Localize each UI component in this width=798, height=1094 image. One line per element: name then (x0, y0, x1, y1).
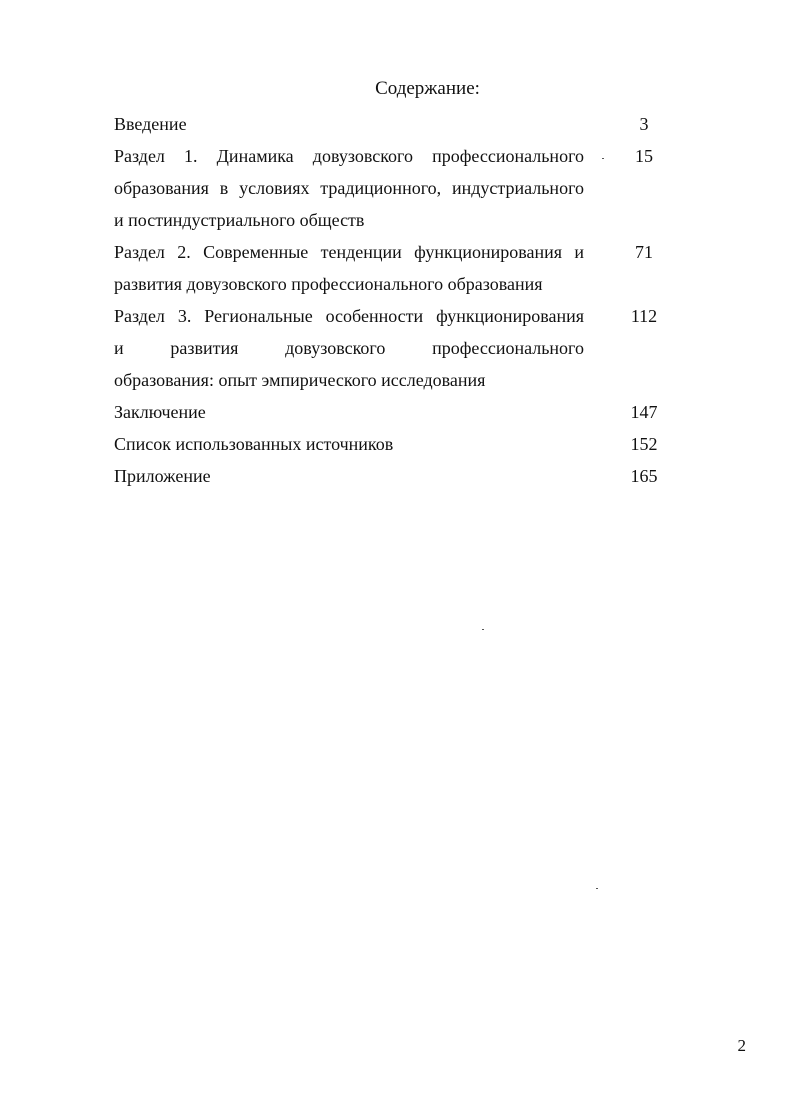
toc-entry-line: Заключение (114, 402, 206, 422)
toc-entry-text (114, 396, 584, 428)
toc-entry-page: 3 (639, 114, 649, 134)
toc-entry-text (114, 236, 584, 300)
toc-entry-page: 152 (630, 434, 658, 454)
scan-speck (482, 629, 484, 630)
table-of-contents (114, 108, 684, 492)
toc-entry-text (114, 460, 584, 492)
toc-title: Содержание: (375, 78, 480, 99)
toc-entry-line: и постиндустриального обществ (114, 210, 365, 230)
toc-entry-text (114, 140, 584, 236)
toc-entry-line: и развития довузовского профессионального (114, 338, 584, 358)
toc-entry-section-1 (114, 140, 684, 236)
page-number: 2 (737, 1036, 746, 1055)
toc-entry-page: 165 (630, 466, 658, 486)
toc-entry-text (114, 300, 584, 396)
toc-entry-section-2 (114, 236, 684, 300)
toc-entry-page: 112 (630, 306, 658, 326)
toc-entry-introduction (114, 108, 684, 140)
toc-entry-line: Введение (114, 114, 187, 134)
toc-entry-page: 147 (630, 402, 658, 422)
toc-entry-line: Раздел 2. Современные тенденции функционирования и (114, 242, 584, 262)
toc-entry-line: Список использованных источников (114, 434, 394, 454)
toc-entry-line: Раздел 3. Региональные особенности функционирования (114, 306, 584, 326)
toc-entry-line: образования: опыт эмпирического исследования (114, 370, 486, 390)
toc-entry-conclusion (114, 396, 684, 428)
toc-entry-references (114, 428, 684, 460)
toc-entry-line: Приложение (114, 466, 211, 486)
toc-entry-line: развития довузовского профессионального образования (114, 274, 543, 294)
toc-entry-text (114, 108, 584, 140)
toc-entry-line: Раздел 1. Динамика довузовского профессионального (114, 146, 584, 166)
toc-entry-page: 15 (635, 146, 653, 166)
scan-speck (602, 158, 604, 159)
toc-entry-line: образования в условиях традиционного, индустриального (114, 178, 584, 198)
scan-speck (596, 888, 598, 889)
toc-entry-page: 71 (635, 242, 653, 262)
toc-entry-text (114, 428, 584, 460)
toc-entry-appendix (114, 460, 684, 492)
toc-entry-section-3 (114, 300, 684, 396)
